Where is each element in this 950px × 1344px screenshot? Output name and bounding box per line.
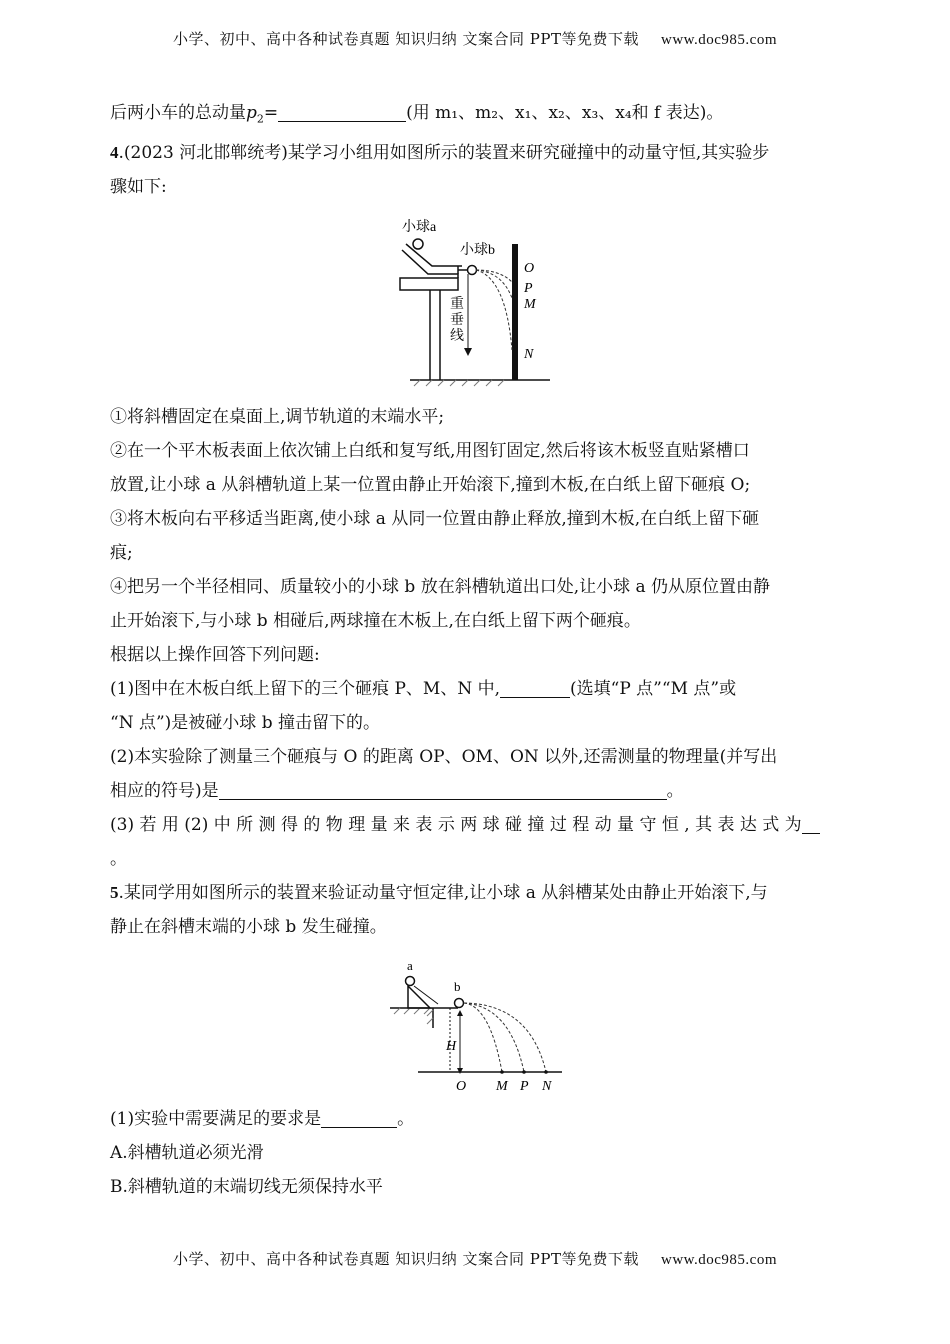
q4-sub2-b: 相应的符号)是 [110, 781, 219, 802]
q5-sub1-end: 。 [397, 1109, 415, 1130]
header-text: 小学、初中、高中各种试卷真题 知识归纳 文案合同 PPT等免费下载 [172, 30, 639, 48]
label-ball-a: 小球a [402, 220, 437, 236]
answer-blank[interactable] [278, 101, 406, 122]
table-top [400, 278, 458, 290]
q4-sub1-cont [110, 706, 845, 740]
q3-symbol: p [246, 103, 257, 123]
ball-b [468, 266, 477, 275]
step-text: ②在一个平木板表面上依次铺上白纸和复写纸,用图钉固定,然后将该木板竖直贴紧槽口 [110, 441, 750, 462]
step-text: 痕; [110, 543, 133, 564]
q4-sub3-a: (3) 若 用 (2) 中 所 测 得 的 物 理 量 来 表 示 两 球 碰 撞 过 程 动 量 守 恒 , 其 表 达 式 为 [110, 815, 802, 836]
q4-figure [110, 208, 845, 394]
plumb-char-3: 线 [450, 329, 464, 345]
q4-step-3b [110, 536, 845, 570]
label-O: O [456, 1079, 467, 1095]
q4-line2: 骤如下: [110, 177, 167, 198]
footer-text: 小学、初中、高中各种试卷真题 知识归纳 文案合同 PPT等免费下载 [172, 1250, 639, 1268]
q3-eq: = [263, 103, 279, 123]
label-M: M [524, 297, 536, 313]
q3-subscript: 2 [256, 112, 264, 126]
answer-blank[interactable] [500, 677, 570, 698]
q4-number: 4 [110, 143, 119, 163]
q5-option-b [110, 1170, 845, 1204]
q3-prefix: 后两小车的总动量 [110, 103, 246, 123]
label-a: a [407, 958, 413, 974]
momentum-verification-diagram [110, 950, 845, 1102]
q5-figure [110, 950, 845, 1102]
q5-stem [110, 876, 845, 910]
q5-sub1-text: (1)实验中需要满足的要求是 [110, 1109, 322, 1130]
q4-sub1-b: (选填“P 点”“M 点”或 [570, 679, 737, 700]
option-b-text: B.斜槽轨道的末端切线无须保持水平 [110, 1177, 383, 1198]
q4-step-4b [110, 604, 845, 638]
q4-step-4 [110, 570, 845, 604]
label-M: M [496, 1079, 508, 1095]
footer-site: www.doc985.com [660, 1252, 777, 1268]
header-site: www.doc985.com [660, 32, 777, 48]
label-N: N [542, 1079, 552, 1095]
q5-stem-2 [110, 910, 845, 944]
label-O: O [524, 261, 535, 277]
q4-sub1 [110, 672, 845, 706]
step-text: 放置,让小球 a 从斜槽轨道上某一位置由静止开始滚下,撞到木板,在白纸上留下砸痕 O; [110, 475, 751, 496]
ball-b [455, 999, 464, 1008]
q5-sub1 [110, 1102, 845, 1136]
ball-a [413, 239, 423, 249]
page-footer [0, 1248, 950, 1269]
q3-tail [110, 96, 845, 136]
q4-step-3 [110, 502, 845, 536]
q5-number: 5 [110, 883, 119, 903]
q5-line1: .某同学用如图所示的装置来验证动量守恒定律,让小球 a 从斜槽某处由静止开始滚下,与 [118, 883, 768, 904]
q4-sub2-end: 。 [666, 781, 684, 802]
q5-option-a [110, 1136, 845, 1170]
q4-sub2 [110, 740, 845, 774]
q4-sub1-a: (1)图中在木板白纸上留下的三个砸痕 P、M、N 中, [110, 679, 501, 700]
q4-sub1-c: “N 点”)是被碰小球 b 撞击留下的。 [110, 713, 380, 734]
q5-line2: 静止在斜槽末端的小球 b 发生碰撞。 [110, 917, 387, 938]
label-ball-b: 小球b [460, 243, 495, 259]
plumb-char-2: 垂 [450, 313, 464, 329]
q3-paren: (用 m₁、m₂、x₁、x₂、x₃、x₄和 f 表达)。 [406, 103, 724, 123]
step-text: ①将斜槽固定在桌面上,调节轨道的末端水平; [110, 407, 445, 428]
answer-blank[interactable] [802, 813, 820, 834]
q4-stem [110, 136, 845, 170]
page-content [110, 96, 845, 1204]
q4-step-1 [110, 400, 845, 434]
q4-instruction [110, 638, 845, 672]
floor-hatch [414, 380, 504, 386]
label-P: P [524, 281, 533, 297]
step-text: ④把另一个半径相同、质量较小的小球 b 放在斜槽轨道出口处,让小球 a 仍从原位置由静 [110, 577, 771, 598]
step-text: ③将木板向右平移适当距离,使小球 a 从同一位置由静止释放,撞到木板,在白纸上留下砸 [110, 509, 760, 530]
option-a-text: A.斜槽轨道必须光滑 [110, 1143, 264, 1164]
ball-a [406, 977, 415, 986]
step-text: 根据以上操作回答下列问题: [110, 645, 320, 666]
q4-sub3-b: 。 [110, 849, 127, 870]
collision-apparatus-diagram [110, 208, 845, 394]
q4-sub2-a: (2)本实验除了测量三个砸痕与 O 的距离 OP、OM、ON 以外,还需测量的物理量(并写出 [110, 747, 778, 768]
q4-sub2-cont [110, 774, 845, 808]
answer-blank[interactable] [321, 1107, 397, 1128]
q4-step-2b [110, 468, 845, 502]
label-H: H [446, 1039, 457, 1055]
answer-blank[interactable] [219, 779, 667, 800]
q4-stem-2 [110, 170, 845, 204]
q4-sub3-cont [110, 842, 845, 876]
label-P: P [520, 1079, 529, 1095]
label-b: b [454, 979, 461, 995]
q4-line1: .(2023 河北邯郸统考)某学习小组用如图所示的装置来研究碰撞中的动量守恒,其实验步 [118, 143, 770, 164]
label-N: N [524, 347, 534, 363]
page-header [0, 28, 950, 49]
q4-step-2 [110, 434, 845, 468]
q4-sub3 [110, 808, 845, 842]
plumb-char-1: 重 [450, 297, 464, 313]
wooden-board [512, 244, 518, 380]
step-text: 止开始滚下,与小球 b 相碰后,两球撞在木板上,在白纸上留下两个砸痕。 [110, 611, 641, 632]
